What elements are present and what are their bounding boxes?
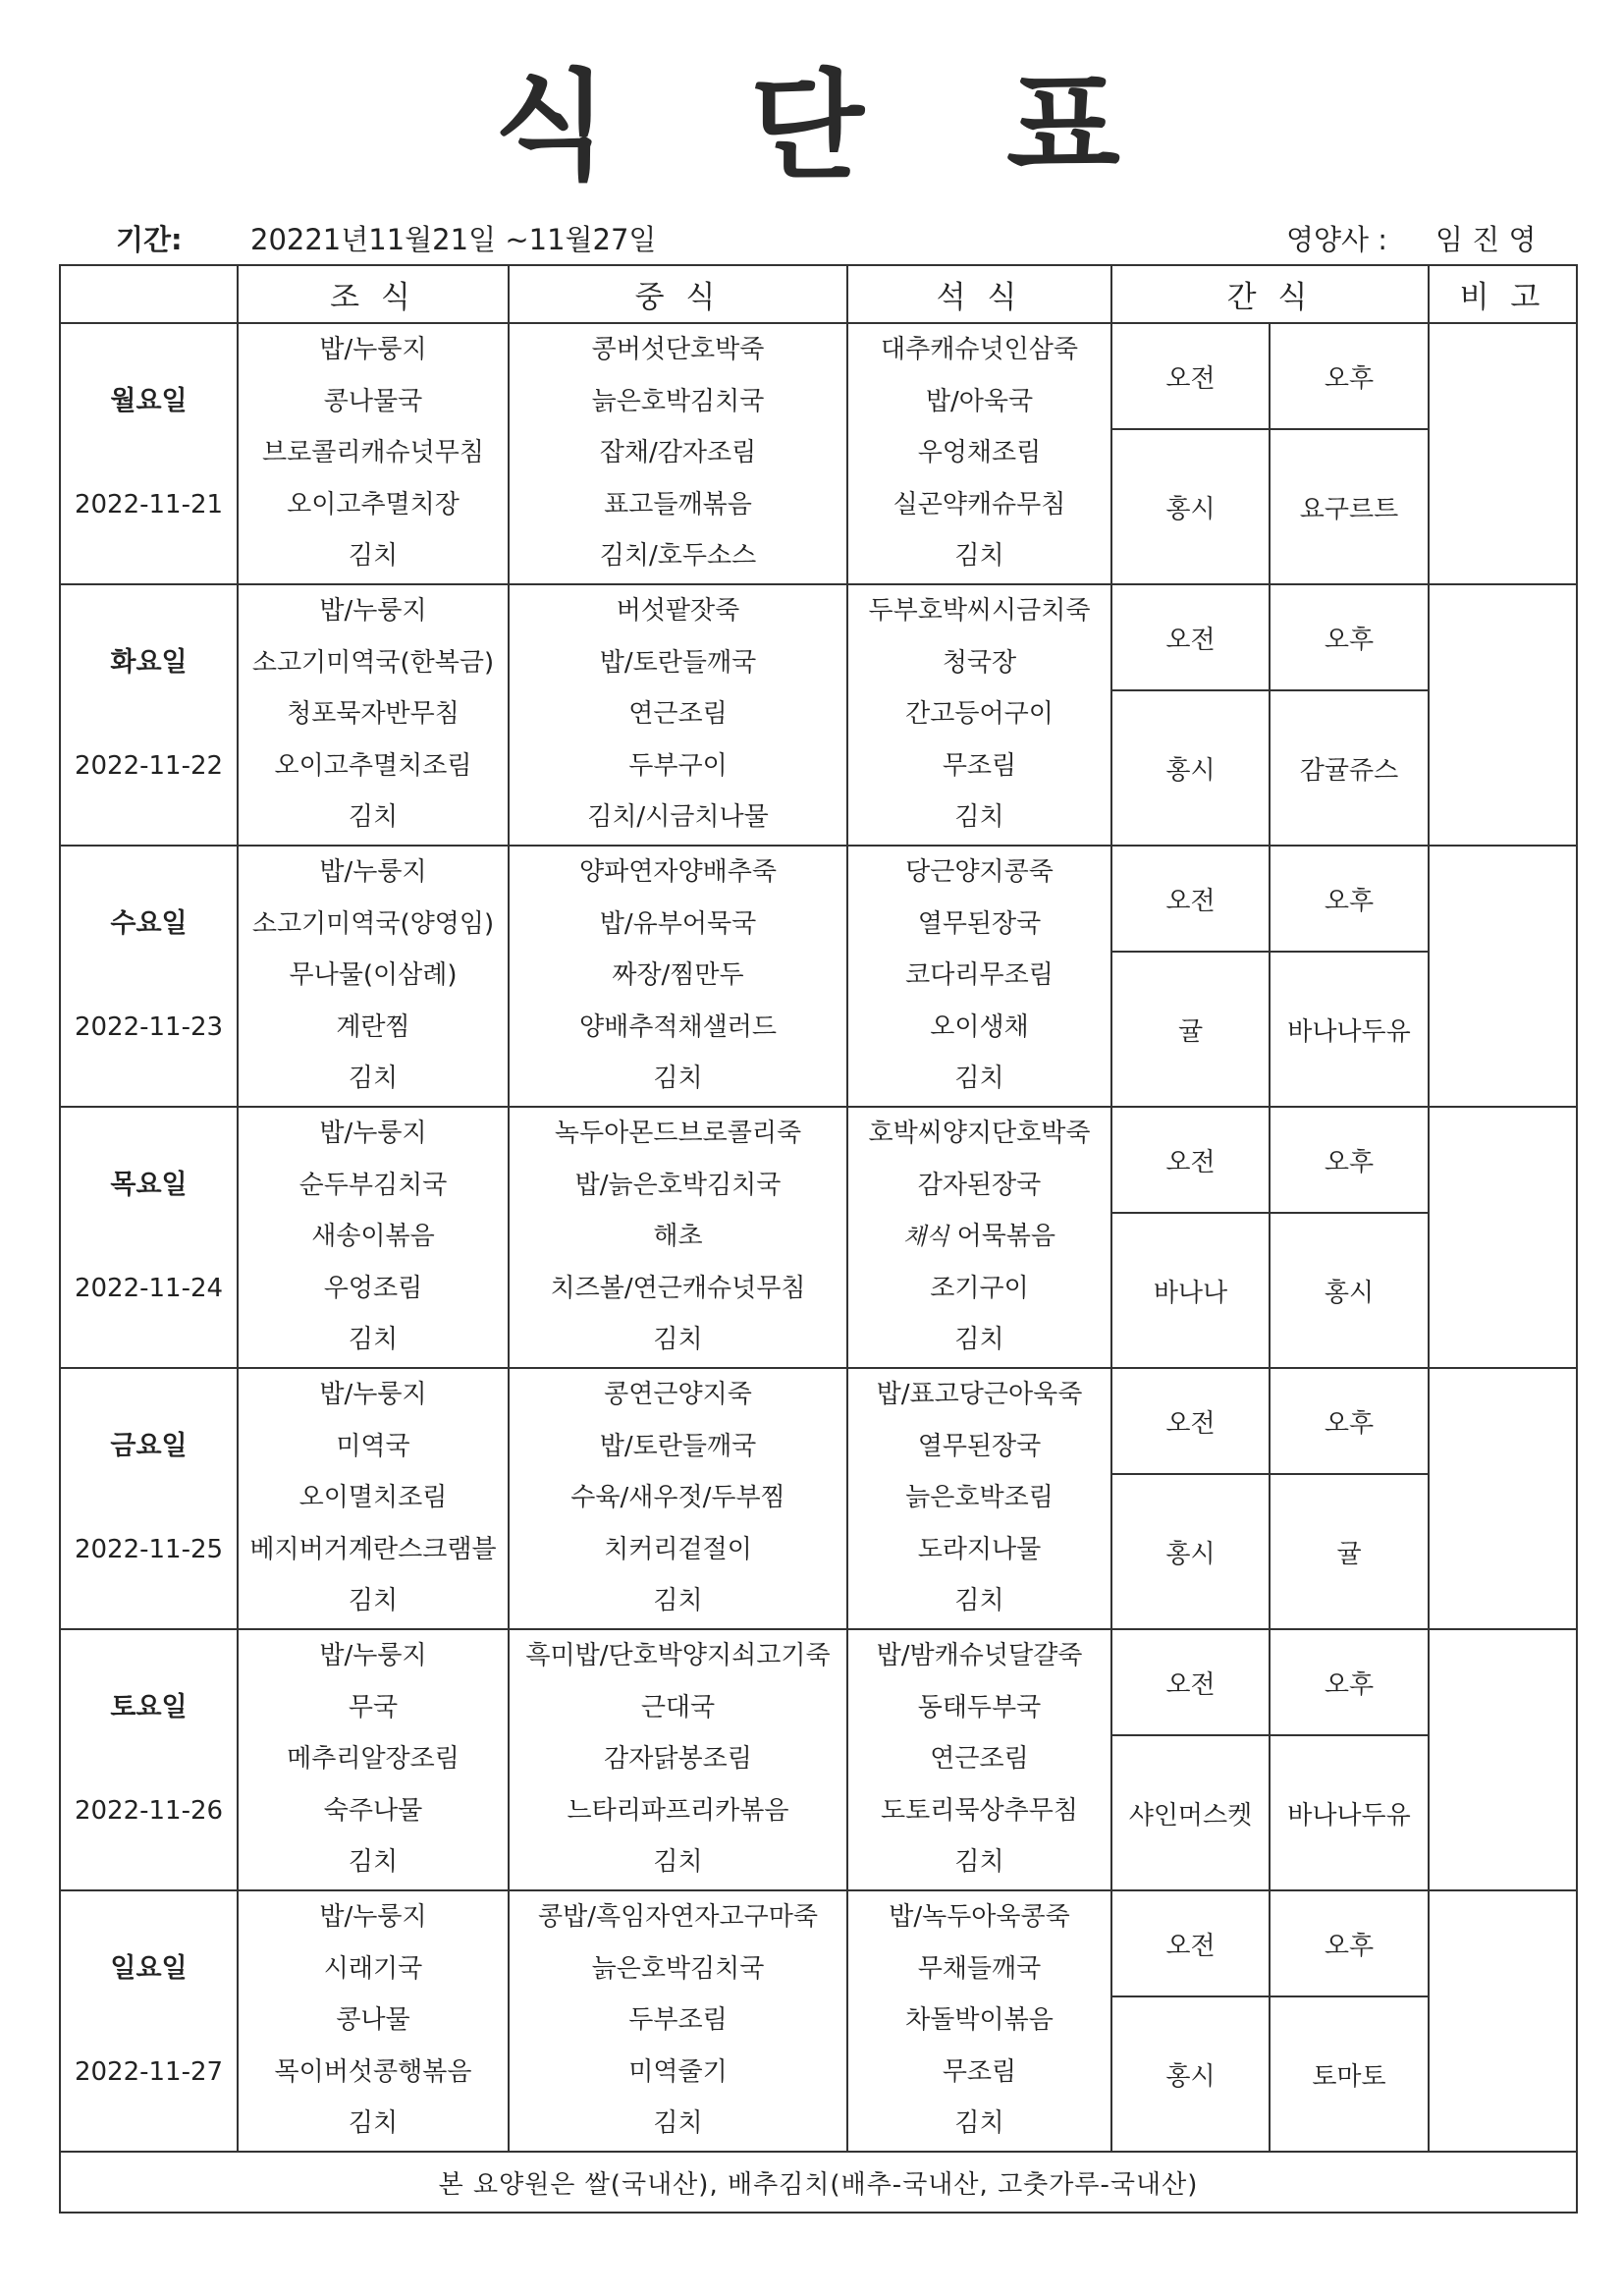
dinner-item: 김치 — [954, 1325, 1004, 1355]
snack-am-label: 오전 — [1111, 1368, 1270, 1474]
snack-am-value: 홍시 — [1111, 690, 1270, 846]
breakfast-cell — [238, 1629, 509, 1890]
snack-am-value: 샤인머스켓 — [1111, 1735, 1270, 1890]
snack-pm-label: 오후 — [1270, 323, 1429, 429]
day-row-top — [60, 1629, 1577, 1735]
breakfast-item: 메추리알장조림 — [287, 1744, 460, 1775]
snack-pm-value: 바나나두유 — [1270, 1735, 1429, 1890]
lunch-cell — [509, 323, 847, 584]
dinner-item: 연근조림 — [930, 1744, 1029, 1775]
lunch-item: 콩밥/흑임자연자고구마죽 — [537, 1902, 819, 1932]
snack-pm-label: 오후 — [1270, 846, 1429, 952]
snack-am-value: 홍시 — [1111, 1474, 1270, 1629]
breakfast-item: 브로콜리캐슈넛무침 — [261, 438, 485, 468]
breakfast-item: 밥/누룽지 — [319, 335, 427, 364]
dinner-cell — [847, 846, 1111, 1107]
dinner-item: 조기구이 — [930, 1273, 1029, 1303]
lunch-cell — [509, 1890, 847, 2152]
dinner-item-with-note — [848, 1211, 1110, 1263]
header-breakfast: 조 식 — [238, 265, 509, 323]
day-spacer — [61, 1995, 237, 2047]
snack-am-value: 홍시 — [1111, 429, 1270, 584]
lunch-item: 표고들깨볶음 — [604, 489, 752, 519]
lunch-item: 미역줄기 — [628, 2056, 728, 2087]
header-remarks: 비 고 — [1429, 265, 1577, 323]
day-row-top — [60, 1368, 1577, 1474]
snack-am-label: 오전 — [1111, 1890, 1270, 1996]
day-date: 2022-11-25 — [74, 1534, 224, 1564]
dinner-cell — [847, 323, 1111, 584]
lunch-item: 밥/유부어묵국 — [599, 908, 757, 939]
day-spacer — [61, 324, 237, 376]
dinner-item: 김치 — [954, 1847, 1004, 1878]
lunch-item: 두부구이 — [628, 750, 728, 781]
day-name: 일요일 — [110, 1952, 188, 1984]
breakfast-item: 오이멸치조림 — [298, 1483, 448, 1513]
day-spacer — [61, 950, 237, 1002]
day-name: 월요일 — [110, 385, 188, 416]
breakfast-item: 김치 — [348, 2108, 399, 2139]
day-row-top — [60, 323, 1577, 429]
day-row-top — [60, 1107, 1577, 1213]
snack-am-value: 귤 — [1111, 952, 1270, 1107]
day-row-top — [60, 584, 1577, 690]
dinner-cell — [847, 1368, 1111, 1629]
title-char-2: 단 — [750, 59, 864, 195]
lunch-item: 밥/토란들깨국 — [599, 1431, 757, 1461]
lunch-item: 근대국 — [640, 1692, 716, 1722]
lunch-item: 김치/호두소스 — [599, 541, 757, 572]
lunch-item: 수육/새우젓/두부찜 — [570, 1483, 785, 1513]
dinner-item: 무채들깨국 — [917, 1953, 1042, 1984]
dinner-item: 밥/아욱국 — [925, 386, 1034, 416]
day-row-top — [60, 1890, 1577, 1996]
day-date: 2022-11-23 — [74, 1011, 224, 1042]
dinner-item: 도라지나물 — [917, 1534, 1042, 1564]
dinner-item: 김치 — [954, 802, 1004, 833]
lunch-cell — [509, 584, 847, 846]
snack-pm-label: 오후 — [1270, 1629, 1429, 1735]
snack-pm-value: 요구르트 — [1270, 429, 1429, 584]
lunch-item: 두부조림 — [628, 2005, 728, 2036]
day-spacer — [61, 1053, 237, 1105]
dinner-item: 열무된장국 — [917, 1431, 1042, 1461]
day-cell — [60, 1368, 238, 1629]
day-spacer — [61, 530, 237, 582]
lunch-item: 콩버섯단호박죽 — [591, 335, 765, 364]
breakfast-item: 밥/누룽지 — [319, 596, 427, 626]
day-spacer — [61, 1575, 237, 1627]
snack-am-label: 오전 — [1111, 584, 1270, 690]
header-lunch: 중 식 — [509, 265, 847, 323]
breakfast-item: 오이고추멸치장 — [287, 489, 460, 519]
dietitian-name: 임 진 영 — [1435, 223, 1537, 256]
page-title — [0, 59, 1623, 195]
lunch-cell — [509, 846, 847, 1107]
dinner-item: 차돌박이볶음 — [905, 2005, 1054, 2036]
day-name: 수요일 — [110, 907, 188, 939]
day-spacer — [61, 792, 237, 844]
lunch-item: 양배추적채샐러드 — [579, 1011, 777, 1042]
day-cell — [60, 584, 238, 846]
breakfast-item: 새송이볶음 — [311, 1222, 435, 1252]
day-name: 목요일 — [110, 1169, 188, 1200]
snack-pm-label: 오후 — [1270, 1890, 1429, 1996]
dinner-cell — [847, 1890, 1111, 2152]
snack-pm-value: 토마토 — [1270, 1996, 1429, 2152]
snack-pm-value: 귤 — [1270, 1474, 1429, 1629]
breakfast-item: 김치 — [348, 541, 399, 572]
breakfast-cell — [238, 1368, 509, 1629]
snack-pm-value: 홍시 — [1270, 1213, 1429, 1368]
snack-am-value: 홍시 — [1111, 1996, 1270, 2152]
header-snack: 간 식 — [1111, 265, 1429, 323]
lunch-item: 김치 — [653, 1847, 703, 1878]
day-spacer — [61, 1630, 237, 1682]
dinner-item: 김치 — [954, 1064, 1004, 1094]
period-label: 기간: — [116, 223, 183, 256]
dinner-item: 도토리묵상추무침 — [881, 1795, 1078, 1826]
dinner-item: 무조림 — [942, 2056, 1017, 2087]
snack-pm-value: 바나나두유 — [1270, 952, 1429, 1107]
header-blank — [60, 265, 238, 323]
breakfast-cell — [238, 1107, 509, 1368]
breakfast-item: 우엉조림 — [323, 1273, 423, 1303]
snack-pm-value: 감귤쥬스 — [1270, 690, 1429, 846]
dinner-item: 열무된장국 — [917, 908, 1042, 939]
day-cell — [60, 1890, 238, 2152]
breakfast-item: 시래기국 — [323, 1953, 423, 1984]
snack-pm-label: 오후 — [1270, 1368, 1429, 1474]
breakfast-cell — [238, 1890, 509, 2152]
dinner-item: 호박씨양지단호박죽 — [868, 1119, 1091, 1148]
day-spacer — [61, 1733, 237, 1785]
lunch-item: 김치 — [653, 1586, 703, 1616]
lunch-cell — [509, 1107, 847, 1368]
lunch-item: 콩연근양지죽 — [604, 1380, 752, 1409]
lunch-item: 밥/늙은호박김치국 — [574, 1170, 782, 1200]
title-char-3: 표 — [1006, 59, 1120, 195]
dinner-item: 동태두부국 — [917, 1692, 1042, 1722]
breakfast-item: 무나물(이삼례) — [289, 960, 458, 991]
dinner-item: 우엉채조림 — [917, 438, 1042, 468]
day-cell — [60, 846, 238, 1107]
lunch-item: 치즈볼/연근캐슈넛무침 — [550, 1273, 806, 1303]
lunch-item: 버섯팥잣죽 — [616, 596, 740, 626]
dietitian-label: 영양사 : — [1286, 223, 1388, 256]
breakfast-item: 밥/누룽지 — [319, 1119, 427, 1148]
period-value: 20221년11월21일 ~11월27일 — [250, 223, 657, 256]
lunch-item: 치커리겉절이 — [604, 1534, 752, 1564]
day-spacer — [61, 1314, 237, 1366]
breakfast-item: 김치 — [348, 1325, 399, 1355]
lunch-item: 느타리파프리카볶음 — [567, 1795, 789, 1826]
day-date: 2022-11-27 — [74, 2056, 224, 2087]
day-date: 2022-11-21 — [74, 489, 224, 519]
breakfast-item: 밥/누룽지 — [319, 857, 427, 887]
dinner-cell — [847, 1107, 1111, 1368]
breakfast-item: 밥/누룽지 — [319, 1902, 427, 1932]
origin-note: 본 요양원은 쌀(국내산), 배추김치(배추-국내산, 고춧가루-국내산) — [60, 2152, 1577, 2213]
day-name: 금요일 — [110, 1430, 188, 1461]
dinner-item: 코다리무조림 — [905, 960, 1054, 991]
handwritten-note: 채식 — [902, 1223, 949, 1251]
lunch-item: 녹두아몬드브로콜리죽 — [554, 1119, 802, 1148]
day-spacer — [61, 1369, 237, 1421]
lunch-item: 김치 — [653, 2108, 703, 2139]
dinner-item: 오이생채 — [930, 1011, 1029, 1042]
dinner-cell — [847, 584, 1111, 846]
breakfast-item: 순두부김치국 — [298, 1170, 448, 1200]
day-spacer — [61, 1108, 237, 1160]
day-cell — [60, 1107, 238, 1368]
day-spacer — [61, 2098, 237, 2150]
lunch-cell — [509, 1368, 847, 1629]
dinner-item: 실곤약캐슈무침 — [893, 489, 1066, 519]
remarks-cell — [1429, 1107, 1577, 1368]
breakfast-item: 베지버거계란스크램블 — [249, 1534, 497, 1564]
breakfast-cell — [238, 323, 509, 584]
dinner-item: 감자된장국 — [917, 1170, 1042, 1200]
breakfast-item: 김치 — [348, 802, 399, 833]
day-cell — [60, 1629, 238, 1890]
header-dinner: 석 식 — [847, 265, 1111, 323]
lunch-item: 늙은호박김치국 — [591, 386, 765, 416]
day-date: 2022-11-22 — [74, 750, 224, 781]
lunch-item: 김치/시금치나물 — [587, 802, 769, 833]
remarks-cell — [1429, 584, 1577, 846]
day-date: 2022-11-26 — [74, 1795, 224, 1826]
lunch-item: 늙은호박김치국 — [591, 1953, 765, 1984]
breakfast-item: 무국 — [348, 1692, 399, 1722]
breakfast-item: 밥/누룽지 — [319, 1641, 427, 1670]
breakfast-item: 콩나물 — [336, 2005, 410, 2036]
remarks-cell — [1429, 846, 1577, 1107]
dinner-item: 청국장 — [942, 647, 1017, 678]
breakfast-item: 밥/누룽지 — [319, 1380, 427, 1409]
dinner-item: 당근양지콩죽 — [905, 857, 1054, 887]
dinner-item: 밥/표고당근아욱죽 — [876, 1380, 1083, 1409]
day-spacer — [61, 1211, 237, 1263]
breakfast-item: 김치 — [348, 1847, 399, 1878]
dinner-item: 김치 — [954, 541, 1004, 572]
snack-am-label: 오전 — [1111, 846, 1270, 952]
day-spacer — [61, 847, 237, 899]
lunch-item: 연근조림 — [628, 699, 728, 730]
remarks-cell — [1429, 1368, 1577, 1629]
dinner-item: 어묵볶음 — [956, 1222, 1056, 1252]
breakfast-item: 오이고추멸치조림 — [274, 750, 472, 781]
remarks-cell — [1429, 1629, 1577, 1890]
dinner-item: 밥/녹두아욱콩죽 — [889, 1902, 1070, 1932]
day-spacer — [61, 585, 237, 637]
lunch-item: 짜장/찜만두 — [612, 960, 744, 991]
snack-am-label: 오전 — [1111, 323, 1270, 429]
breakfast-item: 김치 — [348, 1586, 399, 1616]
dinner-item: 두부호박씨시금치죽 — [868, 596, 1091, 626]
lunch-item: 잡채/감자조림 — [599, 438, 757, 468]
lunch-item: 김치 — [653, 1064, 703, 1094]
header-row — [60, 265, 1577, 323]
lunch-item: 밥/토란들깨국 — [599, 647, 757, 678]
breakfast-item: 목이버섯콩행볶음 — [274, 2056, 472, 2087]
snack-pm-label: 오후 — [1270, 584, 1429, 690]
breakfast-item: 소고기미역국(한복금) — [251, 647, 495, 678]
day-cell — [60, 323, 238, 584]
title-char-1: 식 — [494, 59, 608, 195]
breakfast-item: 김치 — [348, 1064, 399, 1094]
remarks-cell — [1429, 323, 1577, 584]
snack-pm-label: 오후 — [1270, 1107, 1429, 1213]
menu-table — [59, 264, 1578, 2214]
day-spacer — [61, 1472, 237, 1524]
lunch-item: 흑미밥/단호박양지쇠고기죽 — [525, 1641, 831, 1670]
lunch-item: 김치 — [653, 1325, 703, 1355]
day-row-top — [60, 846, 1577, 952]
dinner-item: 김치 — [954, 1586, 1004, 1616]
day-spacer — [61, 1836, 237, 1888]
dinner-cell — [847, 1629, 1111, 1890]
remarks-cell — [1429, 1890, 1577, 2152]
day-spacer — [61, 427, 237, 479]
snack-am-label: 오전 — [1111, 1629, 1270, 1735]
dinner-item: 늙은호박조림 — [905, 1483, 1054, 1513]
day-spacer — [61, 688, 237, 740]
snack-am-label: 오전 — [1111, 1107, 1270, 1213]
breakfast-item: 청포묵자반무침 — [287, 699, 460, 730]
dinner-item: 무조림 — [942, 750, 1017, 781]
lunch-item: 해초 — [653, 1222, 703, 1252]
menu-body — [60, 323, 1577, 2152]
breakfast-item: 미역국 — [336, 1431, 410, 1461]
breakfast-item: 콩나물국 — [323, 386, 423, 416]
breakfast-item: 소고기미역국(양영임) — [251, 908, 495, 939]
dinner-item: 간고등어구이 — [905, 699, 1054, 730]
dinner-item: 밥/밤캐슈넛달걀죽 — [876, 1641, 1083, 1670]
day-name: 화요일 — [110, 646, 188, 678]
breakfast-cell — [238, 846, 509, 1107]
day-date: 2022-11-24 — [74, 1273, 224, 1303]
lunch-item: 양파연자양배추죽 — [579, 857, 777, 887]
dinner-item: 김치 — [954, 2108, 1004, 2139]
breakfast-item: 숙주나물 — [323, 1795, 423, 1826]
breakfast-cell — [238, 584, 509, 846]
day-name: 토요일 — [110, 1691, 188, 1722]
lunch-cell — [509, 1629, 847, 1890]
lunch-item: 감자닭봉조림 — [604, 1744, 752, 1775]
breakfast-item: 계란찜 — [336, 1011, 410, 1042]
dinner-item: 대추캐슈넛인삼죽 — [881, 335, 1078, 364]
day-spacer — [61, 1891, 237, 1943]
snack-am-value: 바나나 — [1111, 1213, 1270, 1368]
